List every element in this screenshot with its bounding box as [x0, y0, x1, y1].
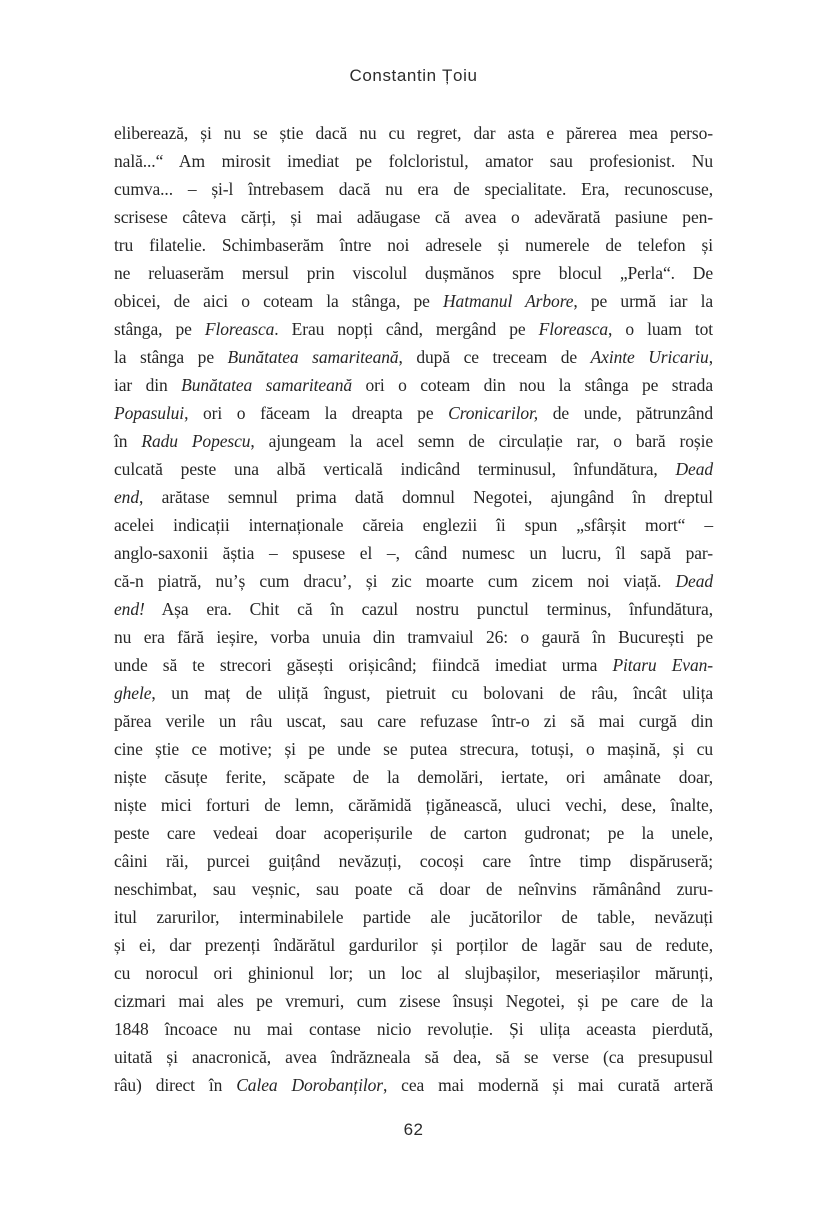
text-run: și ei, dar prezenți îndărătul gardurilor și porților de lagăr sau de redute,: [114, 935, 713, 955]
text-run: niște căsuțe ferite, scăpate de la demolări, iertate, ori amânate doar,: [114, 767, 713, 787]
text-line: [114, 287, 713, 315]
text-run: câini răi, purcei guițând nevăzuți, cocoși care între timp dispăruseră;: [114, 851, 713, 871]
text-run: iar din: [114, 375, 182, 395]
page-number: 62: [403, 1120, 424, 1139]
text-run: scrisese câteva cărți, și mai adăugase că avea o adevărată pasiune pen-: [114, 207, 713, 227]
text-line: [114, 203, 713, 231]
text-run: obicei, de aici o coteam la stânga, pe: [114, 291, 443, 311]
text-line: [114, 623, 713, 651]
text-line: [114, 875, 713, 903]
text-line: [114, 959, 713, 987]
text-line: [114, 427, 713, 455]
text-line: [114, 819, 713, 847]
text-block: [114, 119, 713, 1099]
text-line: [114, 763, 713, 791]
text-line: [114, 455, 713, 483]
italic-name-run: Pitaru Evan-: [612, 655, 713, 675]
italic-name-run: Bunătatea samariteană: [181, 375, 353, 395]
text-run: nu era fără ieșire, vorba unuia din tramvaiul 26: o gaură în București pe: [114, 627, 713, 647]
text-line: [114, 259, 713, 287]
text-run: stânga, pe: [114, 319, 205, 339]
text-run: ne reluaserăm mersul prin viscolul dușmănos spre blocul „Perla“. De: [114, 263, 713, 283]
text-run: . Erau nopți când, mergând pe: [274, 319, 539, 339]
text-run: , ajungeam la acel semn de circulație rar, o bară roșie: [250, 431, 713, 451]
text-line: [114, 539, 713, 567]
text-run: culcată peste una albă verticală indicând terminusul, înfundătura,: [114, 459, 676, 479]
text-line: [114, 147, 713, 175]
text-run: Așa era. Chit că în cazul nostru punctul terminus, înfundătura,: [144, 599, 713, 619]
text-run: eliberează, și nu se știe dacă nu cu regret, dar asta e părerea mea perso-: [114, 123, 713, 143]
text-line: [114, 651, 713, 679]
text-line: [114, 735, 713, 763]
text-run: cumva... – și-l întrebasem dacă nu era de specialitate. Era, recunoscuse,: [114, 179, 713, 199]
text-run: , după ce treceam de: [398, 347, 591, 367]
text-line: [114, 567, 713, 595]
italic-name-run: Dead: [675, 571, 713, 591]
text-run: unde să te strecori găsești orișicând; fiindcă imediat urma: [114, 655, 613, 675]
text-run: , pe urmă iar la: [573, 291, 713, 311]
text-run: acelei indicații internaționale căreia englezii îi spun „sfârșit mort“ –: [114, 515, 713, 535]
text-run: părea verile un râu uscat, sau care refuzase într-o zi să mai curgă din: [114, 711, 713, 731]
text-run: la stânga pe: [114, 347, 228, 367]
italic-name-run: Hatmanul Arbore: [443, 291, 574, 311]
text-line: [114, 483, 713, 511]
italic-name-run: Popasului: [114, 403, 185, 423]
text-line: [114, 987, 713, 1015]
text-run: peste care vedeai doar acoperișurile de carton gudronat; pe la unele,: [114, 823, 713, 843]
text-run: în: [114, 431, 142, 451]
text-run: , o luam tot: [608, 319, 713, 339]
text-run: uitată și anacronică, avea îndrăzneala să dea, să se verse (ca presupusul: [114, 1047, 713, 1067]
text-run: anglo-saxonii ăștia – spusese el –, când numesc un lucru, îl sapă par-: [114, 543, 713, 563]
text-run: cizmari mai ales pe vremuri, cum zisese însuși Negotei, și pe care de la: [114, 991, 713, 1011]
running-header: [0, 66, 827, 86]
text-run: ,: [708, 347, 713, 367]
text-run: itul zarurilor, interminabilele partide ale jucătorilor de table, nevăzuți: [114, 907, 713, 927]
text-run: 1848 încoace nu mai contase nicio revoluție. Și ulița aceasta pierdută,: [114, 1019, 713, 1039]
italic-name-run: Axinte Uricariu: [590, 347, 709, 367]
text-run: de unde, pătrunzând: [538, 403, 713, 423]
text-line: [114, 119, 713, 147]
text-run: ori o coteam din nou la stânga pe strada: [352, 375, 713, 395]
italic-name-run: end!: [114, 599, 145, 619]
text-line: [114, 1043, 713, 1071]
text-line: [114, 371, 713, 399]
italic-name-run: Calea Dorobanților: [236, 1075, 383, 1095]
text-line: [114, 1071, 713, 1099]
italic-name-run: end: [114, 487, 139, 507]
text-line: [114, 511, 713, 539]
italic-name-run: Dead: [675, 459, 713, 479]
text-line: [114, 315, 713, 343]
text-run: că-n piatră, nu’ș cum dracu’, și zic moarte cum zicem noi viață.: [114, 571, 676, 591]
text-line: [114, 1015, 713, 1043]
text-line: [114, 175, 713, 203]
text-line: [114, 231, 713, 259]
text-run: , cea mai modernă și mai curată arteră: [382, 1075, 713, 1095]
italic-name-run: ghele: [114, 683, 152, 703]
text-line: [114, 679, 713, 707]
text-run: tru filatelie. Schimbaserăm între noi adresele și numerele de telefon și: [114, 235, 713, 255]
text-line: [114, 847, 713, 875]
page-footer: [0, 1120, 827, 1140]
text-line: [114, 707, 713, 735]
text-run: râu) direct în: [114, 1075, 237, 1095]
text-run: niște mici forturi de lemn, cărămidă țigănească, uluci vechi, dese, înalte,: [114, 795, 713, 815]
italic-name-run: Floreasca: [538, 319, 609, 339]
text-line: [114, 791, 713, 819]
text-run: nală...“ Am mirosit imediat pe folcloristul, amator sau profesionist. Nu: [114, 151, 713, 171]
text-line: [114, 399, 713, 427]
italic-name-run: Bunătatea samariteană: [227, 347, 399, 367]
text-line: [114, 931, 713, 959]
text-line: [114, 595, 713, 623]
text-run: , un maț de uliță îngust, pietruit cu bolovani de râu, încât ulița: [151, 683, 713, 703]
text-run: cu norocul ori ghinionul lor; un loc al slujbașilor, meseriașilor mărunți,: [114, 963, 713, 983]
text-run: , arătase semnul prima dată domnul Negotei, ajungând în dreptul: [138, 487, 713, 507]
text-run: cine știe ce motive; și pe unde se putea strecura, totuși, o mașină, și cu: [114, 739, 713, 759]
text-run: neschimbat, sau veșnic, sau poate că doar de neînvins rămânând zuru-: [114, 879, 713, 899]
author-name: Constantin Țoiu: [349, 66, 478, 85]
text-line: [114, 903, 713, 931]
italic-name-run: Radu Popescu: [141, 431, 251, 451]
italic-name-run: Cronicarilor,: [448, 403, 539, 423]
italic-name-run: Floreasca: [204, 319, 275, 339]
text-run: , ori o făceam la dreapta pe: [184, 403, 449, 423]
text-line: [114, 343, 713, 371]
